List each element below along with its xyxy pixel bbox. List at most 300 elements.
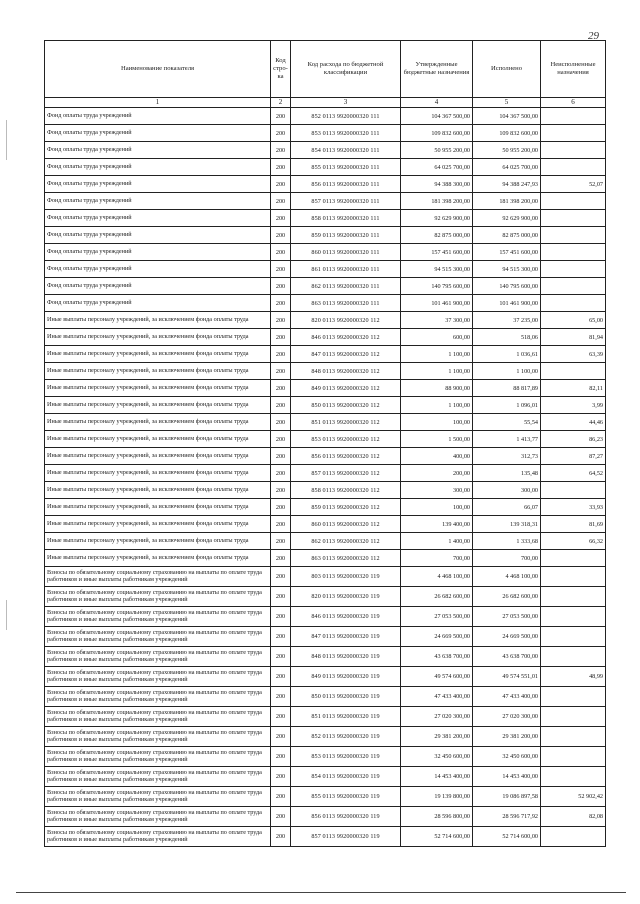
row-executed: 135,48 <box>473 465 541 482</box>
row-unexecuted: 64,52 <box>541 465 606 482</box>
row-name: Взносы по обязательному социальному страхованию на выплаты по оплате труда работников и иные выплаты работникам учреждений <box>45 747 271 767</box>
row-approved: 64 025 700,00 <box>401 159 473 176</box>
row-name: Фонд оплаты труда учреждений <box>45 227 271 244</box>
table-row <box>45 448 606 465</box>
table-row <box>45 176 606 193</box>
row-executed: 47 433 400,00 <box>473 687 541 707</box>
row-unexecuted: 82,08 <box>541 807 606 827</box>
row-unexecuted: 44,46 <box>541 414 606 431</box>
row-approved: 52 714 600,00 <box>401 827 473 847</box>
row-executed: 181 398 200,00 <box>473 193 541 210</box>
table-row <box>45 227 606 244</box>
row-expense-code: 862 0113 9920000320 112 <box>291 533 401 550</box>
header-unexecuted: Неисполненные назначения <box>541 41 606 98</box>
table-row <box>45 747 606 767</box>
row-name: Иные выплаты персоналу учреждений, за исключением фонда оплаты труда <box>45 448 271 465</box>
row-expense-code: 850 0113 9920000320 119 <box>291 687 401 707</box>
table-body <box>45 108 606 847</box>
row-approved: 1 100,00 <box>401 346 473 363</box>
row-executed: 64 025 700,00 <box>473 159 541 176</box>
row-name: Взносы по обязательному социальному страхованию на выплаты по оплате труда работников и иные выплаты работникам учреждений <box>45 687 271 707</box>
row-executed: 94 515 300,00 <box>473 261 541 278</box>
row-name: Иные выплаты персоналу учреждений, за исключением фонда оплаты труда <box>45 533 271 550</box>
row-executed: 50 955 200,00 <box>473 142 541 159</box>
row-executed: 27 020 300,00 <box>473 707 541 727</box>
row-expense-code: 849 0113 9920000320 112 <box>291 380 401 397</box>
row-name: Иные выплаты персоналу учреждений, за исключением фонда оплаты труда <box>45 312 271 329</box>
row-line-code: 200 <box>271 448 291 465</box>
row-approved: 1 500,00 <box>401 431 473 448</box>
table-row <box>45 210 606 227</box>
page-bottom-rule <box>16 892 626 893</box>
row-expense-code: 849 0113 9920000320 119 <box>291 667 401 687</box>
row-expense-code: 854 0113 9920000320 111 <box>291 142 401 159</box>
row-expense-code: 803 0113 9920000320 119 <box>291 567 401 587</box>
table-row <box>45 727 606 747</box>
row-unexecuted <box>541 125 606 142</box>
row-expense-code: 853 0113 9920000320 119 <box>291 747 401 767</box>
row-name: Иные выплаты персоналу учреждений, за исключением фонда оплаты труда <box>45 363 271 380</box>
row-line-code: 200 <box>271 827 291 847</box>
row-name: Иные выплаты персоналу учреждений, за исключением фонда оплаты труда <box>45 380 271 397</box>
row-approved: 100,00 <box>401 499 473 516</box>
row-name: Иные выплаты персоналу учреждений, за исключением фонда оплаты труда <box>45 329 271 346</box>
row-line-code: 200 <box>271 125 291 142</box>
row-approved: 50 955 200,00 <box>401 142 473 159</box>
row-expense-code: 820 0113 9920000320 119 <box>291 587 401 607</box>
row-name: Фонд оплаты труда учреждений <box>45 278 271 295</box>
row-name: Иные выплаты персоналу учреждений, за исключением фонда оплаты труда <box>45 414 271 431</box>
row-line-code: 200 <box>271 787 291 807</box>
row-unexecuted: 81,94 <box>541 329 606 346</box>
table-row <box>45 533 606 550</box>
row-expense-code: 855 0113 9920000320 119 <box>291 787 401 807</box>
row-executed: 27 053 500,00 <box>473 607 541 627</box>
row-line-code: 200 <box>271 312 291 329</box>
table-row <box>45 587 606 607</box>
table-row <box>45 363 606 380</box>
row-approved: 94 388 300,00 <box>401 176 473 193</box>
row-unexecuted: 33,93 <box>541 499 606 516</box>
row-name: Взносы по обязательному социальному страхованию на выплаты по оплате труда работников и иные выплаты работникам учреждений <box>45 567 271 587</box>
table-row <box>45 465 606 482</box>
row-executed: 300,00 <box>473 482 541 499</box>
row-approved: 1 100,00 <box>401 397 473 414</box>
row-expense-code: 848 0113 9920000320 119 <box>291 647 401 667</box>
row-executed: 157 451 600,00 <box>473 244 541 261</box>
row-line-code: 200 <box>271 767 291 787</box>
row-name: Иные выплаты персоналу учреждений, за исключением фонда оплаты труда <box>45 346 271 363</box>
row-expense-code: 857 0113 9920000320 119 <box>291 827 401 847</box>
row-name: Фонд оплаты труда учреждений <box>45 261 271 278</box>
row-executed: 104 367 500,00 <box>473 108 541 125</box>
table-row <box>45 550 606 567</box>
row-executed: 1 096,01 <box>473 397 541 414</box>
row-line-code: 200 <box>271 278 291 295</box>
row-approved: 92 629 900,00 <box>401 210 473 227</box>
row-line-code: 200 <box>271 627 291 647</box>
header-approved: Утвержденные бюджетные назначения <box>401 41 473 98</box>
row-expense-code: 852 0113 9920000320 119 <box>291 727 401 747</box>
table-row <box>45 687 606 707</box>
table-row <box>45 707 606 727</box>
row-approved: 24 669 500,00 <box>401 627 473 647</box>
row-name: Взносы по обязательному социальному страхованию на выплаты по оплате труда работников и иные выплаты работникам учреждений <box>45 667 271 687</box>
row-name: Иные выплаты персоналу учреждений, за исключением фонда оплаты труда <box>45 499 271 516</box>
row-executed: 52 714 600,00 <box>473 827 541 847</box>
row-name: Взносы по обязательному социальному страхованию на выплаты по оплате труда работников и иные выплаты работникам учреждений <box>45 767 271 787</box>
row-approved: 300,00 <box>401 482 473 499</box>
row-executed: 1 333,68 <box>473 533 541 550</box>
row-name: Иные выплаты персоналу учреждений, за исключением фонда оплаты труда <box>45 431 271 448</box>
row-expense-code: 856 0113 9920000320 112 <box>291 448 401 465</box>
row-executed: 312,73 <box>473 448 541 465</box>
row-approved: 157 451 600,00 <box>401 244 473 261</box>
row-line-code: 200 <box>271 176 291 193</box>
page-number: 29 <box>588 30 599 42</box>
row-expense-code: 860 0113 9920000320 111 <box>291 244 401 261</box>
row-approved: 32 450 600,00 <box>401 747 473 767</box>
column-number: 6 <box>541 98 606 108</box>
row-name: Фонд оплаты труда учреждений <box>45 176 271 193</box>
table-row <box>45 667 606 687</box>
row-line-code: 200 <box>271 727 291 747</box>
row-approved: 29 381 200,00 <box>401 727 473 747</box>
row-unexecuted: 3,99 <box>541 397 606 414</box>
row-unexecuted: 86,23 <box>541 431 606 448</box>
row-approved: 19 139 800,00 <box>401 787 473 807</box>
row-line-code: 200 <box>271 380 291 397</box>
row-executed: 43 638 700,00 <box>473 647 541 667</box>
row-expense-code: 850 0113 9920000320 112 <box>291 397 401 414</box>
row-line-code: 200 <box>271 499 291 516</box>
row-unexecuted <box>541 627 606 647</box>
row-line-code: 200 <box>271 747 291 767</box>
row-name: Взносы по обязательному социальному страхованию на выплаты по оплате труда работников и иные выплаты работникам учреждений <box>45 807 271 827</box>
row-line-code: 200 <box>271 647 291 667</box>
row-expense-code: 848 0113 9920000320 112 <box>291 363 401 380</box>
row-expense-code: 851 0113 9920000320 112 <box>291 414 401 431</box>
row-line-code: 200 <box>271 244 291 261</box>
row-approved: 37 300,00 <box>401 312 473 329</box>
row-executed: 55,54 <box>473 414 541 431</box>
row-approved: 200,00 <box>401 465 473 482</box>
row-expense-code: 855 0113 9920000320 111 <box>291 159 401 176</box>
row-unexecuted <box>541 227 606 244</box>
row-expense-code: 853 0113 9920000320 111 <box>291 125 401 142</box>
row-unexecuted <box>541 108 606 125</box>
table-header-row <box>45 41 606 98</box>
table-row <box>45 827 606 847</box>
row-unexecuted: 48,99 <box>541 667 606 687</box>
row-line-code: 200 <box>271 414 291 431</box>
table-row <box>45 278 606 295</box>
row-unexecuted <box>541 363 606 380</box>
table-row <box>45 414 606 431</box>
row-unexecuted <box>541 707 606 727</box>
table-row <box>45 125 606 142</box>
row-approved: 181 398 200,00 <box>401 193 473 210</box>
row-executed: 19 086 897,58 <box>473 787 541 807</box>
header-name: Наименование показателя <box>45 41 271 98</box>
row-name: Взносы по обязательному социальному страхованию на выплаты по оплате труда работников и иные выплаты работникам учреждений <box>45 827 271 847</box>
row-unexecuted <box>541 747 606 767</box>
row-unexecuted <box>541 567 606 587</box>
row-name: Иные выплаты персоналу учреждений, за исключением фонда оплаты труда <box>45 397 271 414</box>
row-line-code: 200 <box>271 533 291 550</box>
row-name: Взносы по обязательному социальному страхованию на выплаты по оплате труда работников и иные выплаты работникам учреждений <box>45 707 271 727</box>
header-executed: Исполнено <box>473 41 541 98</box>
row-executed: 109 832 600,00 <box>473 125 541 142</box>
row-line-code: 200 <box>271 707 291 727</box>
row-name: Фонд оплаты труда учреждений <box>45 210 271 227</box>
row-expense-code: 863 0113 9920000320 112 <box>291 550 401 567</box>
row-approved: 109 832 600,00 <box>401 125 473 142</box>
row-executed: 92 629 900,00 <box>473 210 541 227</box>
column-number: 4 <box>401 98 473 108</box>
table-row <box>45 346 606 363</box>
row-unexecuted: 63,39 <box>541 346 606 363</box>
row-unexecuted <box>541 142 606 159</box>
row-approved: 27 053 500,00 <box>401 607 473 627</box>
row-line-code: 200 <box>271 210 291 227</box>
row-expense-code: 857 0113 9920000320 111 <box>291 193 401 210</box>
row-approved: 1 400,00 <box>401 533 473 550</box>
row-unexecuted: 82,11 <box>541 380 606 397</box>
row-approved: 1 100,00 <box>401 363 473 380</box>
row-approved: 400,00 <box>401 448 473 465</box>
row-unexecuted <box>541 210 606 227</box>
row-unexecuted <box>541 193 606 210</box>
table-row <box>45 807 606 827</box>
scan-edge-mark <box>6 120 7 160</box>
row-name: Иные выплаты персоналу учреждений, за исключением фонда оплаты труда <box>45 550 271 567</box>
row-expense-code: 851 0113 9920000320 119 <box>291 707 401 727</box>
row-approved: 140 795 600,00 <box>401 278 473 295</box>
row-line-code: 200 <box>271 329 291 346</box>
column-number: 5 <box>473 98 541 108</box>
row-executed: 1 413,77 <box>473 431 541 448</box>
row-line-code: 200 <box>271 346 291 363</box>
row-expense-code: 820 0113 9920000320 112 <box>291 312 401 329</box>
row-unexecuted: 66,32 <box>541 533 606 550</box>
row-executed: 94 388 247,93 <box>473 176 541 193</box>
row-name: Фонд оплаты труда учреждений <box>45 193 271 210</box>
row-approved: 82 875 000,00 <box>401 227 473 244</box>
row-line-code: 200 <box>271 482 291 499</box>
row-approved: 4 468 100,00 <box>401 567 473 587</box>
row-name: Иные выплаты персоналу учреждений, за исключением фонда оплаты труда <box>45 465 271 482</box>
row-name: Фонд оплаты труда учреждений <box>45 295 271 312</box>
row-line-code: 200 <box>271 465 291 482</box>
row-name: Взносы по обязательному социальному страхованию на выплаты по оплате труда работников и иные выплаты работникам учреждений <box>45 627 271 647</box>
row-executed: 26 682 600,00 <box>473 587 541 607</box>
row-line-code: 200 <box>271 687 291 707</box>
row-expense-code: 859 0113 9920000320 111 <box>291 227 401 244</box>
row-line-code: 200 <box>271 807 291 827</box>
row-line-code: 200 <box>271 587 291 607</box>
row-unexecuted <box>541 587 606 607</box>
row-unexecuted: 87,27 <box>541 448 606 465</box>
row-approved: 100,00 <box>401 414 473 431</box>
row-executed: 66,07 <box>473 499 541 516</box>
row-approved: 43 638 700,00 <box>401 647 473 667</box>
row-expense-code: 847 0113 9920000320 112 <box>291 346 401 363</box>
row-expense-code: 856 0113 9920000320 111 <box>291 176 401 193</box>
row-unexecuted: 65,00 <box>541 312 606 329</box>
row-approved: 26 682 600,00 <box>401 587 473 607</box>
row-unexecuted <box>541 159 606 176</box>
row-executed: 24 669 500,00 <box>473 627 541 647</box>
row-name: Взносы по обязательному социальному страхованию на выплаты по оплате труда работников и иные выплаты работникам учреждений <box>45 787 271 807</box>
row-approved: 139 400,00 <box>401 516 473 533</box>
row-executed: 101 461 900,00 <box>473 295 541 312</box>
row-name: Фонд оплаты труда учреждений <box>45 142 271 159</box>
row-expense-code: 857 0113 9920000320 112 <box>291 465 401 482</box>
row-unexecuted <box>541 607 606 627</box>
row-approved: 14 453 400,00 <box>401 767 473 787</box>
table-row <box>45 244 606 261</box>
row-expense-code: 852 0113 9920000320 111 <box>291 108 401 125</box>
row-expense-code: 847 0113 9920000320 119 <box>291 627 401 647</box>
table-row <box>45 295 606 312</box>
row-unexecuted: 81,69 <box>541 516 606 533</box>
row-line-code: 200 <box>271 363 291 380</box>
row-unexecuted <box>541 767 606 787</box>
row-executed: 88 817,89 <box>473 380 541 397</box>
column-number: 1 <box>45 98 271 108</box>
row-executed: 82 875 000,00 <box>473 227 541 244</box>
row-line-code: 200 <box>271 295 291 312</box>
row-executed: 700,00 <box>473 550 541 567</box>
row-approved: 600,00 <box>401 329 473 346</box>
row-executed: 49 574 551,01 <box>473 667 541 687</box>
budget-execution-table <box>44 40 606 847</box>
row-line-code: 200 <box>271 431 291 448</box>
row-name: Фонд оплаты труда учреждений <box>45 244 271 261</box>
row-approved: 101 461 900,00 <box>401 295 473 312</box>
row-name: Фонд оплаты труда учреждений <box>45 125 271 142</box>
row-expense-code: 856 0113 9920000320 119 <box>291 807 401 827</box>
column-number: 2 <box>271 98 291 108</box>
row-unexecuted <box>541 727 606 747</box>
row-unexecuted <box>541 647 606 667</box>
table-row <box>45 567 606 587</box>
row-unexecuted: 52 902,42 <box>541 787 606 807</box>
row-name: Взносы по обязательному социальному страхованию на выплаты по оплате труда работников и иные выплаты работникам учреждений <box>45 647 271 667</box>
row-expense-code: 861 0113 9920000320 111 <box>291 261 401 278</box>
table-row <box>45 193 606 210</box>
row-approved: 27 020 300,00 <box>401 707 473 727</box>
table-row <box>45 647 606 667</box>
row-executed: 28 596 717,92 <box>473 807 541 827</box>
row-line-code: 200 <box>271 227 291 244</box>
row-unexecuted <box>541 295 606 312</box>
column-number: 3 <box>291 98 401 108</box>
table-row <box>45 397 606 414</box>
table-row <box>45 516 606 533</box>
row-line-code: 200 <box>271 159 291 176</box>
row-executed: 1 036,61 <box>473 346 541 363</box>
row-approved: 700,00 <box>401 550 473 567</box>
scan-edge-mark <box>6 600 7 630</box>
table-row <box>45 142 606 159</box>
row-expense-code: 846 0113 9920000320 112 <box>291 329 401 346</box>
row-expense-code: 846 0113 9920000320 119 <box>291 607 401 627</box>
row-approved: 104 367 500,00 <box>401 108 473 125</box>
table-row <box>45 499 606 516</box>
header-expense-code: Код расхода по бюджетной классификации <box>291 41 401 98</box>
row-expense-code: 863 0113 9920000320 111 <box>291 295 401 312</box>
row-name: Взносы по обязательному социальному страхованию на выплаты по оплате труда работников и иные выплаты работникам учреждений <box>45 727 271 747</box>
row-unexecuted <box>541 278 606 295</box>
table-row <box>45 482 606 499</box>
row-executed: 32 450 600,00 <box>473 747 541 767</box>
row-executed: 37 235,00 <box>473 312 541 329</box>
table-row <box>45 431 606 448</box>
row-executed: 518,06 <box>473 329 541 346</box>
row-name: Фонд оплаты труда учреждений <box>45 159 271 176</box>
row-executed: 140 795 600,00 <box>473 278 541 295</box>
row-line-code: 200 <box>271 193 291 210</box>
table-row <box>45 380 606 397</box>
row-expense-code: 854 0113 9920000320 119 <box>291 767 401 787</box>
row-unexecuted <box>541 687 606 707</box>
row-expense-code: 862 0113 9920000320 111 <box>291 278 401 295</box>
row-approved: 88 900,00 <box>401 380 473 397</box>
row-unexecuted <box>541 261 606 278</box>
row-executed: 4 468 100,00 <box>473 567 541 587</box>
table-row <box>45 312 606 329</box>
row-executed: 1 100,00 <box>473 363 541 380</box>
row-executed: 14 453 400,00 <box>473 767 541 787</box>
table-row <box>45 261 606 278</box>
row-expense-code: 858 0113 9920000320 111 <box>291 210 401 227</box>
table-row <box>45 329 606 346</box>
row-approved: 94 515 300,00 <box>401 261 473 278</box>
row-line-code: 200 <box>271 261 291 278</box>
column-number-row <box>45 98 606 108</box>
row-unexecuted <box>541 550 606 567</box>
row-name: Взносы по обязательному социальному страхованию на выплаты по оплате труда работников и иные выплаты работникам учреждений <box>45 607 271 627</box>
table-row <box>45 159 606 176</box>
row-line-code: 200 <box>271 516 291 533</box>
row-expense-code: 858 0113 9920000320 112 <box>291 482 401 499</box>
row-executed: 139 318,31 <box>473 516 541 533</box>
row-name: Иные выплаты персоналу учреждений, за исключением фонда оплаты труда <box>45 516 271 533</box>
row-unexecuted: 52,07 <box>541 176 606 193</box>
row-approved: 28 596 800,00 <box>401 807 473 827</box>
table-row <box>45 627 606 647</box>
row-line-code: 200 <box>271 567 291 587</box>
row-unexecuted <box>541 827 606 847</box>
row-line-code: 200 <box>271 550 291 567</box>
row-expense-code: 860 0113 9920000320 112 <box>291 516 401 533</box>
row-expense-code: 853 0113 9920000320 112 <box>291 431 401 448</box>
header-line-code: Код стро-ка <box>271 41 291 98</box>
row-unexecuted <box>541 244 606 261</box>
row-name: Фонд оплаты труда учреждений <box>45 108 271 125</box>
table-row <box>45 787 606 807</box>
row-line-code: 200 <box>271 108 291 125</box>
table-row <box>45 108 606 125</box>
row-approved: 47 433 400,00 <box>401 687 473 707</box>
row-expense-code: 859 0113 9920000320 112 <box>291 499 401 516</box>
row-line-code: 200 <box>271 397 291 414</box>
row-unexecuted <box>541 482 606 499</box>
row-line-code: 200 <box>271 142 291 159</box>
row-approved: 49 574 600,00 <box>401 667 473 687</box>
